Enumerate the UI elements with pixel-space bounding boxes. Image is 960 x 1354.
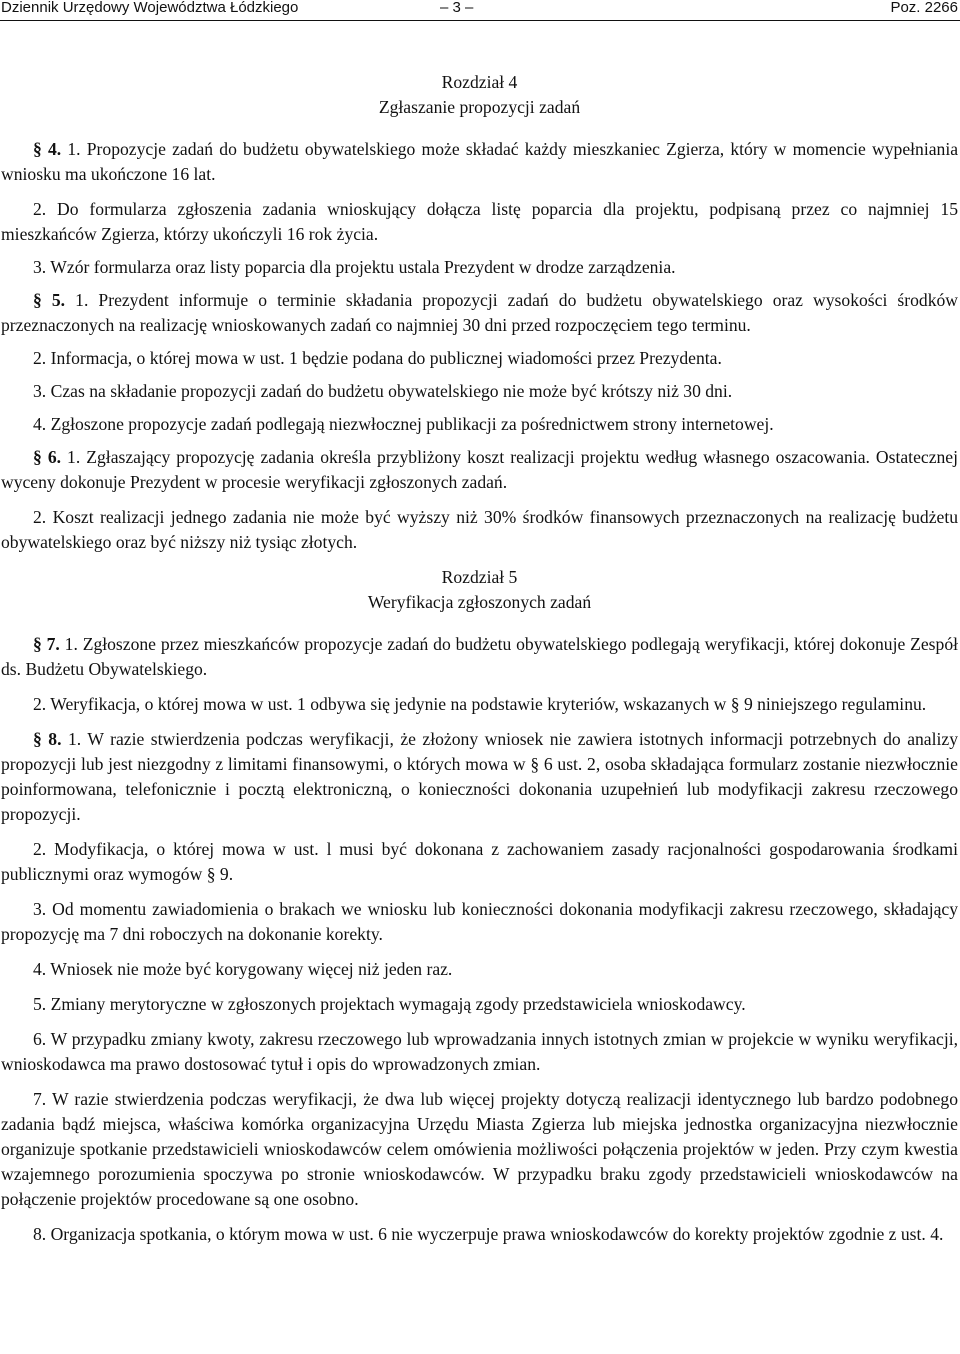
paragraph (1, 632, 958, 682)
position-number: Poz. 2266 (890, 0, 958, 16)
paragraph: 2. Informacja, o której mowa w ust. 1 będzie podana do publicznej wiadomości przez Prezydenta. (33, 348, 722, 368)
paragraph-text: 1. Prezydent informuje o terminie składania propozycji zadań do budżetu obywatelskiego oraz wysokości środków przeznaczonych na realizację wnioskowanych zadań co najmniej 30 dni przed rozpoczęciem tego terminu. (1, 290, 959, 335)
section-number: § 4. (33, 139, 62, 159)
paragraph-text: 1. Propozycje zadań do budżetu obywatelskiego może składać każdy mieszkaniec Zgierza, który w momencie wypełniania wniosku ma ukończone 16 lat. (1, 139, 959, 184)
paragraph: 2. Weryfikacja, o której mowa w ust. 1 odbywa się jedynie na podstawie kryteriów, wskazanych w § 9 niniejszego regulaminu. (33, 694, 927, 714)
paragraph: 5. Zmiany merytoryczne w zgłoszonych projektach wymagają zgody przedstawiciela wnioskodawcy. (33, 994, 746, 1014)
paragraph (1, 727, 958, 827)
paragraph: 4. Wniosek nie może być korygowany więcej niż jeden raz. (33, 959, 453, 979)
section-number: § 7. (33, 634, 60, 654)
paragraph: 7. W razie stwierdzenia podczas weryfikacji, że dwa lub więcej projekty dotyczą realizacji identycznego lub bardzo podobnego zadania bądź miejsca, właściwa komórka organizacyjna Urzędu Miasta Zgierza lub miejska jednostka organizacyjna niezwłocznie organizuje spotkanie przedstawicieli wnioskodawców celem omówienia możliwości połączenia projektów w jeden. Przy czym kwestia wzajemnego porozumienia spoczywa po stronie wnioskodawców. W przypadku braku zgody przedstawicieli wnioskodawców na połączenie projektów procedowane są one osobno. (1, 1089, 958, 1209)
publication-title: Dziennik Urzędowy Województwa Łódzkiego (1, 0, 299, 16)
paragraph: 4. Zgłoszone propozycje zadań podlegają niezwłocznej publikacji za pośrednictwem strony internetowej. (33, 414, 774, 434)
paragraph-text: 1. Zgłaszający propozycję zadania określa przybliżony koszt realizacji projektu według własnego oszacowania. Ostatecznej wyceny dokonuje Prezydent w procesie weryfikacji zgłoszonych zadań. (1, 447, 958, 492)
paragraph-text: 1. Zgłoszone przez mieszkańców propozycje zadań do budżetu obywatelskiego podlegają weryfikacji, której dokonuje Zespół ds. Budżetu Obywatelskiego. (1, 634, 959, 679)
paragraph: 2. Do formularza zgłoszenia zadania wnioskujący dołącza listę poparcia dla projektu, podpisaną przez co najmniej 15 mieszkańców Zgierza, którzy ukończyli 16 rok życia. (1, 199, 958, 244)
chapter-title: Rozdział 5 (441, 567, 518, 587)
page-number: – 3 – (440, 0, 474, 16)
paragraph (1, 288, 958, 338)
paragraph (1, 445, 958, 495)
paragraph-text: 1. W razie stwierdzenia podczas weryfikacji, że złożony wniosek nie zawiera istotnych informacji potrzebnych do analizy propozycji lub jest niezgodny z limitami finansowymi, o których mowa w § 6 ust. 2, osoba składająca formularz zostanie niezwłocznie poinformowana, telefonicznie i pocztą elektroniczną, o konieczności dokonania uzupełnień lub modyfikacji zakresu rzeczowego propozycji. (1, 729, 958, 824)
document-body (1, 70, 958, 1247)
paragraph (1, 137, 958, 187)
chapter-title: Rozdział 4 (441, 72, 518, 92)
chapter-subtitle: Zgłaszanie propozycji zadań (378, 97, 581, 117)
chapter-5-heading (1, 565, 958, 615)
paragraph: 2. Modyfikacja, o której mowa w ust. l musi być dokonana z zachowaniem zasady racjonalności gospodarowania środkami publicznymi oraz wymogów § 9. (1, 839, 958, 884)
paragraph: 3. Wzór formularza oraz listy poparcia dla projektu ustala Prezydent w drodze zarządzenia. (33, 257, 676, 277)
section-number: § 6. (33, 447, 62, 467)
paragraph: 8. Organizacja spotkania, o którym mowa w ust. 6 nie wyczerpuje prawa wnioskodawców do korekty projektów zgodnie z ust. 4. (33, 1224, 944, 1244)
section-number: § 5. (33, 290, 66, 310)
paragraph: 6. W przypadku zmiany kwoty, zakresu rzeczowego lub wprowadzania innych istotnych zmian w projekcie w wyniku weryfikacji, wnioskodawca ma prawo dostosować tytuł i opis do wprowadzonych zmian. (1, 1029, 958, 1074)
paragraph: 3. Czas na składanie propozycji zadań do budżetu obywatelskiego nie może być krótszy niż 30 dni. (33, 381, 733, 401)
chapter-4-heading (1, 70, 958, 120)
paragraph: 3. Od momentu zawiadomienia o brakach we wniosku lub konieczności dokonania modyfikacji zakresu rzeczowego, składający propozycję ma 7 dni roboczych na dokonanie korekty. (1, 899, 958, 944)
paragraph: 2. Koszt realizacji jednego zadania nie może być wyższy niż 30% środków finansowych przeznaczonych na realizację budżetu obywatelskiego oraz być niższy niż tysiąc złotych. (1, 507, 958, 552)
chapter-subtitle: Weryfikacja zgłoszonych zadań (367, 592, 592, 612)
header-divider (0, 20, 960, 21)
section-number: § 8. (33, 729, 62, 749)
